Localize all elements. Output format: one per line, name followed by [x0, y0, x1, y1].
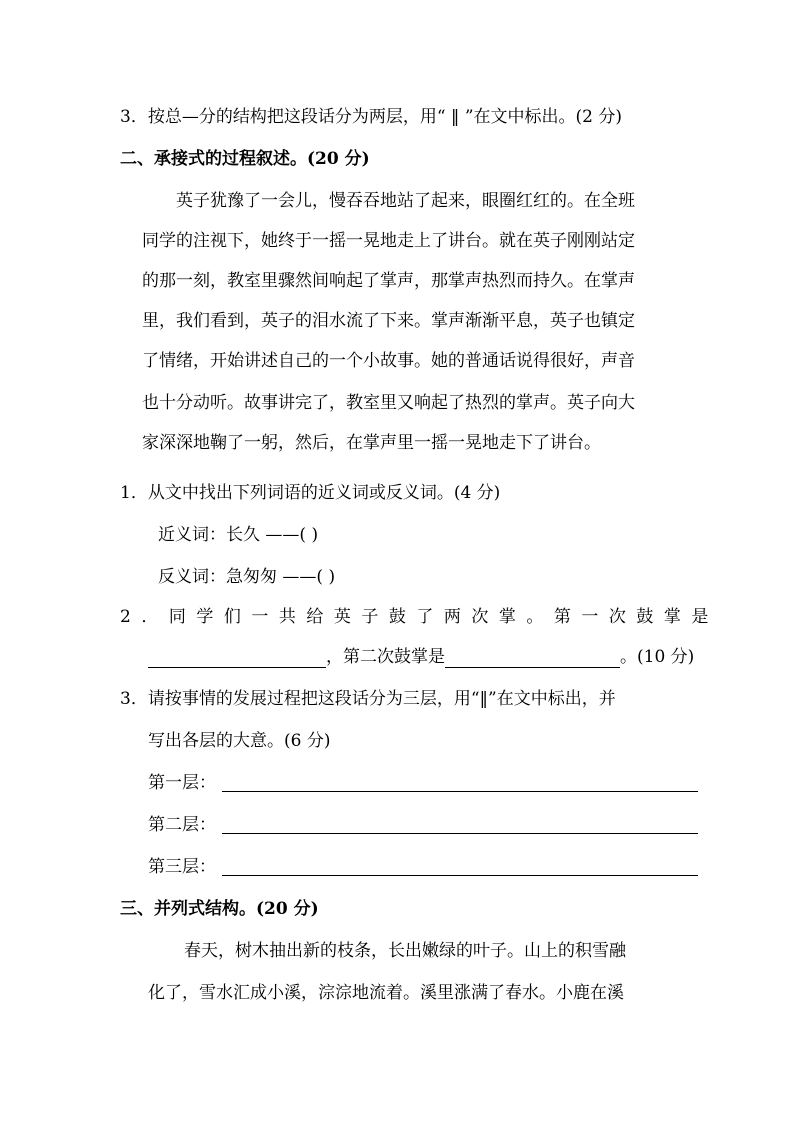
question-3-cont: 写出各层的大意。(6 分)	[148, 731, 331, 751]
passage-line: 了情绪，开始讲述自己的一个小故事。她的普通话说得很好，声音	[142, 351, 635, 371]
passage-line: 同学的注视下，她终于一摇一晃地走上了讲台。就在英子刚刚站定	[142, 231, 635, 251]
passage-line: 英子犹豫了一会儿，慢吞吞地站了起来，眼圈红红的。在全班	[176, 191, 635, 211]
layer-3: 第三层：	[148, 857, 216, 877]
question-2-answer-line: ，第二次鼓掌是 。(10 分)	[148, 646, 694, 668]
layer-3-answer-line[interactable]	[222, 875, 698, 876]
passage-line: 也十分动听。故事讲完了，教室里又响起了热烈的掌声。英子向大	[142, 393, 635, 413]
passage-line: 里，我们看到，英子的泪水流了下来。掌声渐渐平息，英子也镇定	[142, 311, 635, 331]
section-2-heading: 二、承接式的过程叙述。(20 分)	[120, 149, 370, 169]
synonym-item: 近义词：长久 ——( )	[158, 525, 319, 545]
layer-1-answer-line[interactable]	[222, 791, 698, 792]
layer-1: 第一层：	[148, 773, 216, 793]
question-3-top: 3．按总—分的结构把这段话分为两层，用“ ‖ ”在文中标出。(2 分)	[120, 107, 622, 127]
passage-line: 春天，树木抽出新的枝条，长出嫩绿的叶子。山上的积雪融	[184, 941, 626, 961]
passage-line: 的那一刻，教室里骤然间响起了掌声，那掌声热烈而持久。在掌声	[142, 271, 635, 291]
question-1: 1．从文中找出下列词语的近义词或反义词。(4 分)	[120, 483, 501, 503]
layer-2: 第二层：	[148, 815, 216, 835]
question-3: 3．请按事情的发展过程把这段话分为三层，用“‖”在文中标出，并	[120, 689, 616, 709]
passage-line: 化了，雪水汇成小溪，淙淙地流着。溪里涨满了春水。小鹿在溪	[148, 983, 624, 1003]
answer-blank[interactable]	[148, 649, 326, 668]
question-2: 2．同学们一共给英子鼓了两次掌。第一次鼓掌是	[120, 607, 719, 627]
passage-line: 家深深地鞠了一躬，然后，在掌声里一摇一晃地走下了讲台。	[142, 433, 601, 453]
answer-blank[interactable]	[445, 649, 620, 668]
antonym-item: 反义词：急匆匆 ——( )	[158, 567, 336, 587]
section-3-heading: 三、并列式结构。(20 分)	[120, 899, 319, 919]
layer-2-answer-line[interactable]	[222, 833, 698, 834]
